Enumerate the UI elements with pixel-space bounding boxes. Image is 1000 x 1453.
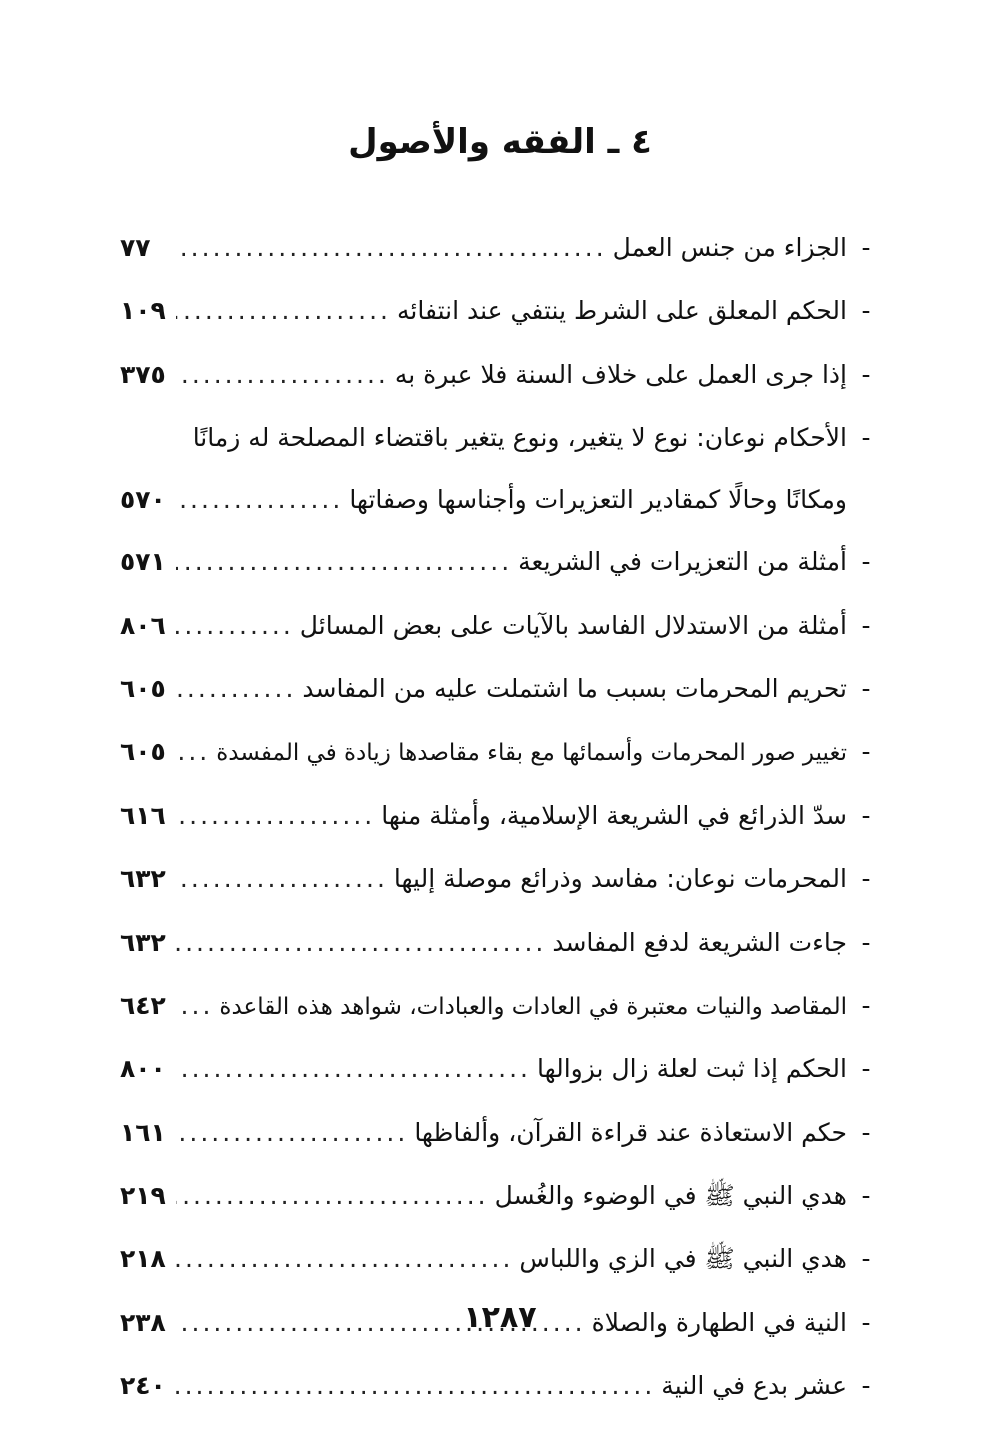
- leader-dots: [176, 986, 213, 1026]
- leader-dots: [176, 1366, 655, 1406]
- entry-text: الحكم إذا ثبت لعلة زال بزوالها: [536, 1054, 847, 1084]
- entry-page: ٥٧٠: [120, 485, 166, 515]
- leader-dots: [176, 1049, 531, 1089]
- entry-text: سدّ الذرائع في الشريعة الإسلامية، وأمثلة منها: [381, 800, 847, 830]
- toc-entry: [120, 1049, 885, 1112]
- entry-page: ٦٤٢: [120, 990, 166, 1020]
- entry-page: ٦١٦: [120, 800, 166, 830]
- toc-entry: [120, 669, 885, 732]
- entry-text-line1: الأحكام نوعان: نوع لا يتغير، ونوع يتغير باقتضاء المصلحة له زمانًا: [192, 423, 847, 453]
- entry-dash: -: [861, 737, 871, 767]
- entry-page: ٦٠٥: [120, 673, 166, 703]
- entry-text: هدي النبي ﷺ في الزي واللباس: [519, 1244, 847, 1274]
- entry-page: ٣٧٥: [120, 359, 166, 389]
- leader-dots: [176, 606, 294, 646]
- toc-entry: [120, 228, 885, 291]
- entry-page: ١٠٩: [120, 296, 166, 326]
- entry-page: ٦٣٢: [120, 927, 166, 957]
- entry-page: ٢٣٨: [120, 1307, 166, 1337]
- leader-dots: [176, 859, 388, 899]
- toc-entry: [120, 1239, 885, 1302]
- leader-dots: [176, 228, 607, 268]
- toc-entry: [120, 418, 885, 542]
- entry-dash: -: [861, 1244, 871, 1274]
- entry-page: ٧٧: [120, 233, 151, 262]
- entry-page: ٢١٨: [120, 1244, 166, 1274]
- entry-text: الجزاء من جنس العمل: [612, 233, 847, 262]
- entry-text: هدي النبي ﷺ في الوضوء والغُسل: [494, 1181, 847, 1211]
- entry-text: المحرمات نوعان: مفاسد وذرائع موصلة إليها: [393, 864, 847, 894]
- entry-page: ٨٠٠: [120, 1054, 166, 1084]
- entry-dash: -: [861, 610, 871, 640]
- leader-dots: [176, 669, 296, 709]
- toc-entry: [120, 1113, 885, 1176]
- entry-text: المقاصد والنيات معتبرة في العادات والعبادات، شواهد هذه القاعدة: [219, 993, 847, 1020]
- entry-dash: -: [861, 1371, 871, 1401]
- entry-text: ومكانًا وحالًا كمقادير التعزيرات وأجناسها وصفاتها: [349, 485, 847, 515]
- entry-dash: -: [861, 296, 871, 326]
- toc-entry: [120, 355, 885, 418]
- toc-entry: [120, 732, 885, 795]
- entry-dash: -: [861, 423, 871, 453]
- entry-page: ١٦١: [120, 1117, 166, 1147]
- toc-entry: [120, 606, 885, 669]
- table-of-contents: [120, 228, 885, 1430]
- entry-dash: -: [861, 1181, 871, 1211]
- entry-text: جاءت الشريعة لدفع المفاسد: [552, 927, 847, 957]
- leader-dots: [176, 1176, 489, 1216]
- entry-dash: -: [861, 233, 871, 262]
- toc-entry: [120, 923, 885, 986]
- section-title: ٤ ـ الفقه والأصول: [348, 122, 652, 162]
- entry-dash: -: [861, 359, 871, 389]
- leader-dots: [176, 923, 546, 963]
- entry-text: حكم الاستعاذة عند قراءة القرآن، وألفاظها: [414, 1117, 847, 1147]
- entry-page: ٦٣٢: [120, 864, 166, 894]
- entry-dash: -: [861, 547, 871, 577]
- entry-text: تغيير صور المحرمات وأسمائها مع بقاء مقاصدها زيادة في المفسدة: [216, 740, 847, 767]
- entry-dash: -: [861, 990, 871, 1020]
- leader-dots: [176, 542, 512, 582]
- entry-text: الحكم المعلق على الشرط ينتفي عند انتفائه: [396, 296, 847, 326]
- leader-dots: [176, 355, 389, 395]
- leader-dots: [176, 291, 391, 331]
- leader-dots: [176, 1239, 513, 1279]
- entry-dash: -: [861, 1307, 871, 1337]
- entry-page: ٢١٩: [120, 1181, 166, 1211]
- leader-dots: [176, 732, 210, 772]
- entry-dash: -: [861, 1054, 871, 1084]
- entry-dash: -: [861, 673, 871, 703]
- entry-page: ٢٤٠: [120, 1371, 166, 1401]
- leader-dots: [176, 480, 343, 520]
- toc-entry: [120, 986, 885, 1049]
- toc-entry: [120, 542, 885, 605]
- entry-dash: -: [861, 927, 871, 957]
- leader-dots: [176, 1113, 408, 1153]
- entry-page: ٨٠٦: [120, 610, 166, 640]
- entry-dash: -: [861, 864, 871, 894]
- entry-text: أمثلة من الاستدلال الفاسد بالآيات على بعض المسائل: [299, 610, 847, 640]
- toc-entry: [120, 859, 885, 922]
- entry-page: ٦٠٥: [120, 737, 166, 767]
- entry-dash: -: [861, 800, 871, 830]
- entry-text: النية في الطهارة والصلاة: [591, 1307, 847, 1337]
- toc-entry: [120, 796, 885, 859]
- entry-text: أمثلة من التعزيرات في الشريعة: [518, 547, 847, 577]
- entry-page: ٥٧١: [120, 547, 166, 577]
- page-number: ١٢٨٧: [463, 1300, 537, 1335]
- entry-text: تحريم المحرمات بسبب ما اشتملت عليه من المفاسد: [302, 673, 847, 703]
- toc-entry: [120, 1366, 885, 1429]
- entry-text: إذا جرى العمل على خلاف السنة فلا عبرة به: [394, 359, 847, 389]
- entry-dash: -: [861, 1117, 871, 1147]
- toc-entry: [120, 1176, 885, 1239]
- entry-text: عشر بدع في النية: [661, 1371, 847, 1401]
- toc-entry: [120, 291, 885, 354]
- leader-dots: [176, 796, 375, 836]
